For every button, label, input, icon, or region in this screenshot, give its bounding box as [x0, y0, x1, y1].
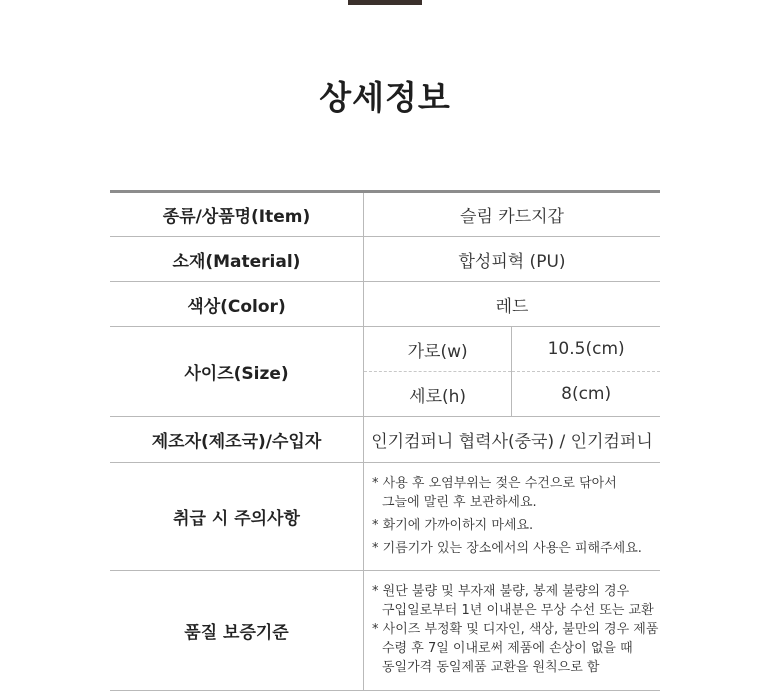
spec-row-item [110, 192, 660, 237]
care-notes [364, 463, 661, 571]
page-title: 상세정보 [319, 78, 451, 117]
size-label: 사이즈(Size) [110, 327, 364, 417]
care-note-line: * 기름기가 있는 장소에서의 사용은 피해주세요. [372, 540, 642, 556]
quality-note-line: 수령 후 7일 이내로써 제품에 손상이 없을 때 [382, 640, 633, 656]
maker-value: 인기컴퍼니 협력사(중국) / 인기컴퍼니 [364, 417, 661, 463]
material-label: 소재(Material) [110, 237, 364, 282]
care-label: 취급 시 주의사항 [110, 463, 364, 571]
spec-row-care [110, 463, 660, 571]
color-label: 색상(Color) [110, 282, 364, 327]
spec-row-maker [110, 417, 660, 463]
quality-note-line: 구입일로부터 1년 이내분은 무상 수선 또는 교환 [382, 603, 654, 619]
size-height-value: 8(cm) [512, 372, 660, 417]
item-label: 종류/상품명(Item) [110, 192, 364, 237]
quality-note-line: 동일가격 동일제품 교환을 원칙으로 함 [382, 659, 600, 675]
quality-label: 품질 보증기준 [110, 571, 364, 690]
spec-row-color [110, 282, 660, 327]
size-width-label: 가로(w) [364, 327, 512, 372]
spec-row-material [110, 237, 660, 282]
quality-note-line: * 사이즈 부정확 및 디자인, 색상, 불만의 경우 제품 [372, 622, 659, 638]
care-note-line: 그늘에 말린 후 보관하세요. [382, 494, 537, 510]
spec-row-quality [110, 571, 660, 690]
size-height-label: 세로(h) [364, 372, 512, 417]
size-width-value: 10.5(cm) [512, 327, 660, 372]
quality-notes [364, 571, 661, 690]
care-note-line: * 화기에 가까이하지 마세요. [372, 517, 534, 533]
spec-row-size-width [110, 327, 660, 372]
item-value: 슬림 카드지갑 [364, 192, 661, 237]
quality-note-line: * 원단 불량 및 부자재 불량, 봉제 불량의 경우 [372, 584, 630, 600]
care-note-line: * 사용 후 오염부위는 젖은 수건으로 닦아서 [372, 476, 617, 491]
maker-label: 제조자(제조국)/수입자 [110, 417, 364, 463]
top-decoration-bar [348, 0, 422, 5]
product-spec-table [110, 190, 660, 691]
color-value: 레드 [364, 282, 661, 327]
material-value: 합성피혁 (PU) [364, 237, 661, 282]
